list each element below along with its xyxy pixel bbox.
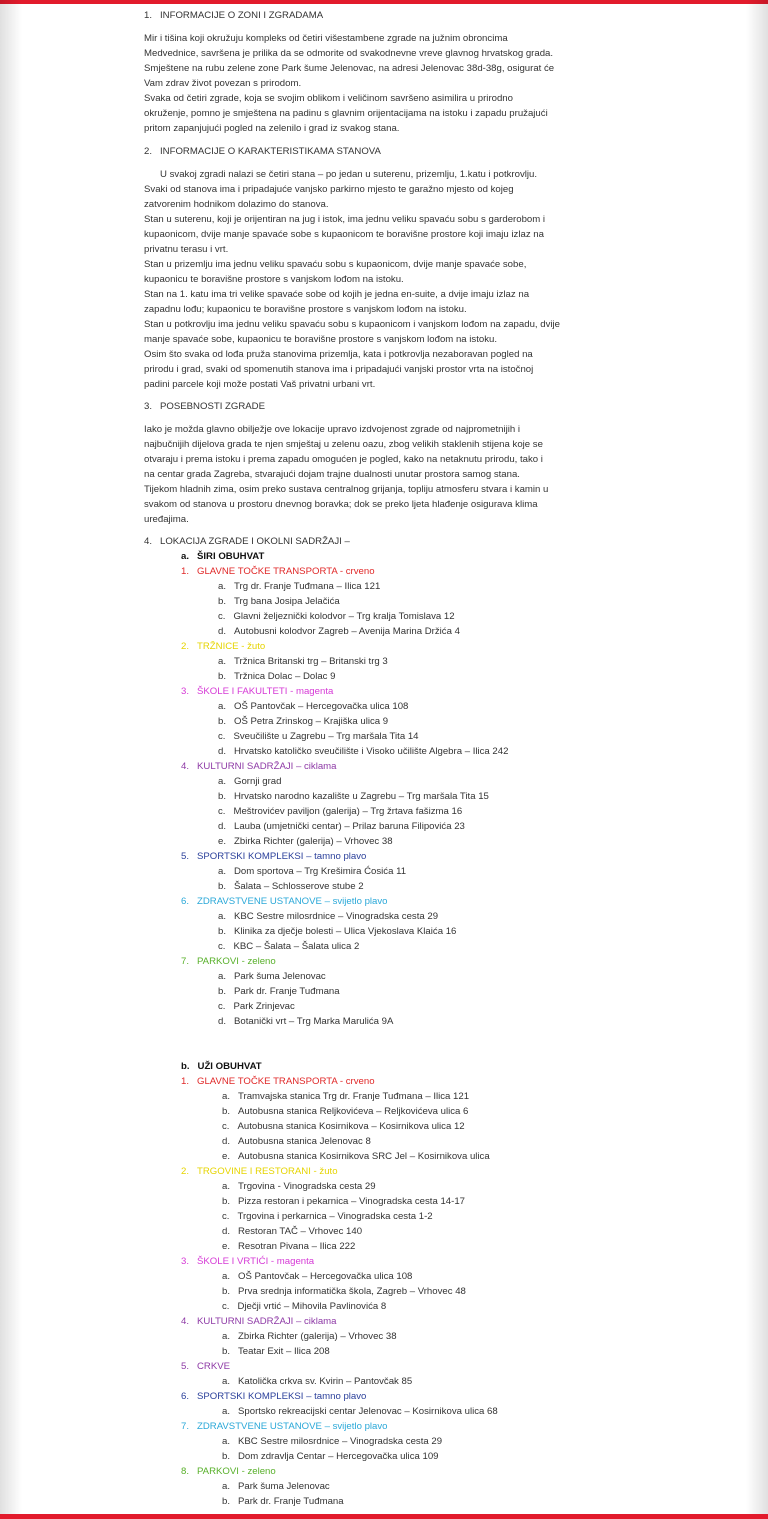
paragraph-line: U svakoj zgradi nalazi se četiri stana – po jedan u suterenu, prizemlju, 1.katu i potkrovlju.	[160, 169, 538, 180]
category-heading: 1. GLAVNE TOČKE TRANSPORTA - crveno	[181, 1076, 375, 1087]
list-item: b. Dom zdravlja Centar – Hercegovačka ulica 109	[222, 1451, 439, 1462]
list-item: b. Hrvatsko narodno kazalište u Zagrebu – Trg maršala Tita 15	[218, 791, 489, 802]
list-item: b. OŠ Petra Zrinskog – Krajiška ulica 9	[218, 716, 389, 727]
paragraph-line: Stan na 1. katu ima tri velike spavaće sobe od kojih je jedna en-suite, a dvije imaju izlaz na	[144, 289, 530, 300]
list-item: d. Autobusni kolodvor Zagreb – Avenija Marina Držića 4	[218, 626, 460, 637]
top-red-border	[0, 0, 768, 4]
list-item: b. Trg bana Josipa Jelačića	[218, 596, 340, 607]
paragraph-line: Stan u potkrovlju ima jednu veliku spavaću sobu s kupaonicom i vanjskom lođom na zapadu, dvije	[144, 319, 560, 330]
list-item: a. Zbirka Richter (galerija) – Vrhovec 38	[222, 1331, 397, 1342]
paragraph-line: zapadnu lođu; kupaonicu te boravišne prostore s vanjskom lođom na istoku.	[144, 304, 467, 315]
list-item: b. Park dr. Franje Tuđmana	[222, 1496, 344, 1507]
list-item: a. KBC Sestre milosrdnice – Vinogradska cesta 29	[218, 911, 439, 922]
list-item: a. Tramvajska stanica Trg dr. Franje Tuđmana – Ilica 121	[222, 1091, 470, 1102]
list-item: e. Zbirka Richter (galerija) – Vrhovec 38	[218, 836, 393, 847]
category-heading: 2. TRŽNICE - žuto	[181, 641, 266, 652]
paragraph-line: kupaonicom, dvije manje spavaće sobe s kupaonicom te boravišne prostore koji imaju izlaz na	[144, 229, 544, 240]
subsection-heading: b. UŽI OBUHVAT	[181, 1061, 262, 1072]
list-item: a. Tržnica Britanski trg – Britanski trg 3	[218, 656, 388, 667]
list-item: a. OŠ Pantovčak – Hercegovačka ulica 108	[222, 1271, 413, 1282]
paragraph-line: privatnu terasu i vrt.	[144, 244, 229, 255]
paragraph-line: otvaraju i prema istoku i prema zapadu omogućen je pogled, kako na netaknutu prirodu, tako i	[144, 454, 543, 465]
section-heading: 3. POSEBNOSTI ZGRADE	[144, 401, 266, 412]
list-item: b. Park dr. Franje Tuđmana	[218, 986, 340, 997]
section-heading: 2. INFORMACIJE O KARAKTERISTIKAMA STANOVA	[144, 146, 381, 157]
list-item: b. Tržnica Dolac – Dolac 9	[218, 671, 336, 682]
list-item: a. Trg dr. Franje Tuđmana – Ilica 121	[218, 581, 381, 592]
category-heading: 3. ŠKOLE I FAKULTETI - magenta	[181, 686, 334, 697]
category-heading: 4. KULTURNI SADRŽAJI – ciklama	[181, 761, 337, 772]
list-item: c. Trgovina i perkarnica – Vinogradska cesta 1-2	[222, 1211, 433, 1222]
paragraph-line: pritom zapanjujući pogled na zelenilo i grad iz svakog stana.	[144, 123, 400, 134]
list-item: d. Lauba (umjetnički centar) – Prilaz baruna Filipovića 23	[218, 821, 465, 832]
list-item: d. Botanički vrt – Trg Marka Marulića 9A	[218, 1016, 394, 1027]
category-heading: 8. PARKOVI - zeleno	[181, 1466, 276, 1477]
list-item: b. Šalata – Schlosserove stube 2	[218, 881, 364, 892]
category-heading: 7. ZDRAVSTVENE USTANOVE – svijetlo plavo	[181, 1421, 388, 1432]
paragraph-line: Vam zdrav život povezan s prirodom.	[144, 78, 302, 89]
paragraph-line: kupaonicu te boravišne prostore s vanjskom lođom na istoku.	[144, 274, 404, 285]
category-heading: 7. PARKOVI - zeleno	[181, 956, 276, 967]
list-item: a. Trgovina - Vinogradska cesta 29	[222, 1181, 376, 1192]
list-item: e. Autobusna stanica Kosirnikova SRC Jel – Kosirnikova ulica	[222, 1151, 490, 1162]
list-item: c. Glavni željeznički kolodvor – Trg kralja Tomislava 12	[218, 611, 455, 622]
list-item: a. OŠ Pantovčak – Hercegovačka ulica 108	[218, 701, 409, 712]
paragraph-line: Mir i tišina koji okružuju kompleks od četiri višestambene zgrade na južnim obroncima	[144, 33, 508, 44]
list-item: c. Dječji vrtić – Mihovila Pavlinovića 8	[222, 1301, 387, 1312]
category-heading: 6. ZDRAVSTVENE USTANOVE – svijetlo plavo	[181, 896, 388, 907]
category-heading: 5. SPORTSKI KOMPLEKSI – tamno plavo	[181, 851, 367, 862]
paragraph-line: uređajima.	[144, 514, 189, 525]
paragraph-line: prirodu i grad, svaki od spomenutih stanova ima i pripadajući vanjski prostor vrta na istočnoj	[144, 364, 534, 375]
list-item: a. Gornji grad	[218, 776, 282, 787]
paragraph-line: svakom od stanova u prostoru dnevnog boravka; dok se preko ljeta hlađenje osigurava klima	[144, 499, 538, 510]
list-item: c. KBC – Šalata – Šalata ulica 2	[218, 941, 360, 952]
list-item: d. Autobusna stanica Jelenovac 8	[222, 1136, 371, 1147]
list-item: c. Park Zrinjevac	[218, 1001, 295, 1012]
category-heading: 4. KULTURNI SADRŽAJI – ciklama	[181, 1316, 337, 1327]
list-item: c. Autobusna stanica Kosirnikova – Kosirnikova ulica 12	[222, 1121, 465, 1132]
paragraph-line: manje spavaće sobe, kupaonicu te boravišne prostore s vanjskom lođom na istoku.	[144, 334, 498, 345]
list-item: b. Pizza restoran i pekarnica – Vinogradska cesta 14-17	[222, 1196, 466, 1207]
list-item: a. Katolička crkva sv. Kvirin – Pantovčak 85	[222, 1376, 413, 1387]
paragraph-line: Svaka od četiri zgrade, koja se svojim oblikom i veličinom savršeno asimilira u prirodno	[144, 93, 513, 104]
list-item: a. Dom sportova – Trg Krešimira Ćosića 11	[218, 866, 407, 877]
right-shadow	[746, 0, 768, 1519]
paragraph-line: Stan u prizemlju ima jednu veliku spavaću sobu s kupaonicom, dvije manje spavaće sobe,	[144, 259, 527, 270]
category-heading: 5. CRKVE	[181, 1361, 231, 1372]
list-item: c. Meštrovićev paviljon (galerija) – Trg žrtava fašizma 16	[218, 806, 463, 817]
paragraph-line: Svaki od stanova ima i pripadajuće vanjsko parkirno mjesto te garažno mjesto od kojeg	[144, 184, 514, 195]
paragraph-line: Stan u suterenu, koji je orijentiran na jug i istok, ima jednu veliku spavaću sobu s garderobom i	[144, 214, 546, 225]
paragraph-line: Tijekom hladnih zima, osim preko sustava centralnog grijanja, topliju atmosferu stvara i kamin u	[144, 484, 549, 495]
list-item: e. Resotran Pivana – Ilica 222	[222, 1241, 356, 1252]
paragraph-line: zatvorenim hodnikom dolazimo do stanova.	[144, 199, 329, 210]
paragraph-line: okruženje, pomno je smještena na padinu s glavnim orijentacijama na istoku i zapadu pružajući	[144, 108, 548, 119]
paragraph-line: na centar grada Zagreba, stvarajući dojam trajne dualnosti unutar prostora samog stana.	[144, 469, 520, 480]
paragraph-line: Iako je možda glavno obilježje ove lokacije upravo izdvojenost zgrade od najprometnijih i	[144, 424, 520, 435]
paragraph-line: padini parcele koji može postati Vaš privatni urbani vrt.	[144, 379, 376, 390]
paragraph-line: najbučnijih dijelova grada te njen smještaj u zelenu oazu, zbog velikih staklenih stijena koje se	[144, 439, 543, 450]
list-item: b. Prva srednja informatička škola, Zagreb – Vrhovec 48	[222, 1286, 466, 1297]
subsection-heading: a. ŠIRI OBUHVAT	[181, 551, 265, 562]
list-item: a. Park šuma Jelenovac	[218, 971, 326, 982]
list-item: c. Sveučilište u Zagrebu – Trg maršala Tita 14	[218, 731, 419, 742]
list-item: b. Klinika za dječje bolesti – Ulica Vjekoslava Klaića 16	[218, 926, 457, 937]
bottom-red-border	[0, 1514, 768, 1519]
section-heading: 1. INFORMACIJE O ZONI I ZGRADAMA	[144, 10, 324, 21]
list-item: a. KBC Sestre milosrdnice – Vinogradska cesta 29	[222, 1436, 443, 1447]
list-item: b. Autobusna stanica Reljkovićeva – Reljkovićeva ulica 6	[222, 1106, 469, 1117]
section-heading: 4. LOKACIJA ZGRADE I OKOLNI SADRŽAJI –	[144, 536, 350, 547]
list-item: b. Teatar Exit – Ilica 208	[222, 1346, 330, 1357]
paragraph-line: Osim što svaka od lođa pruža stanovima prizemlja, kata i potkrovlja nezaboravan pogled na	[144, 349, 533, 360]
list-item: a. Sportsko rekreacijski centar Jelenovac – Kosirnikova ulica 68	[222, 1406, 498, 1417]
category-heading: 2. TRGOVINE I RESTORANI - žuto	[181, 1166, 338, 1177]
list-item: d. Hrvatsko katoličko sveučilište i Visoko učilište Algebra – Ilica 242	[218, 746, 509, 757]
list-item: a. Park šuma Jelenovac	[222, 1481, 330, 1492]
paragraph-line: Medvednice, savršena je prilika da se odmorite od svakodnevne vreve glavnog hrvatskog grada.	[144, 48, 554, 59]
category-heading: 1. GLAVNE TOČKE TRANSPORTA - crveno	[181, 566, 375, 577]
paragraph-line: Smještene na rubu zelene zone Park šume Jelenovac, na adresi Jelenovac 38d-38g, osigurat će	[144, 63, 555, 74]
category-heading: 6. SPORTSKI KOMPLEKSI – tamno plavo	[181, 1391, 367, 1402]
category-heading: 3. ŠKOLE I VRTIĆI - magenta	[181, 1256, 315, 1267]
left-shadow	[0, 0, 22, 1519]
list-item: d. Restoran TAČ – Vrhovec 140	[222, 1226, 363, 1237]
